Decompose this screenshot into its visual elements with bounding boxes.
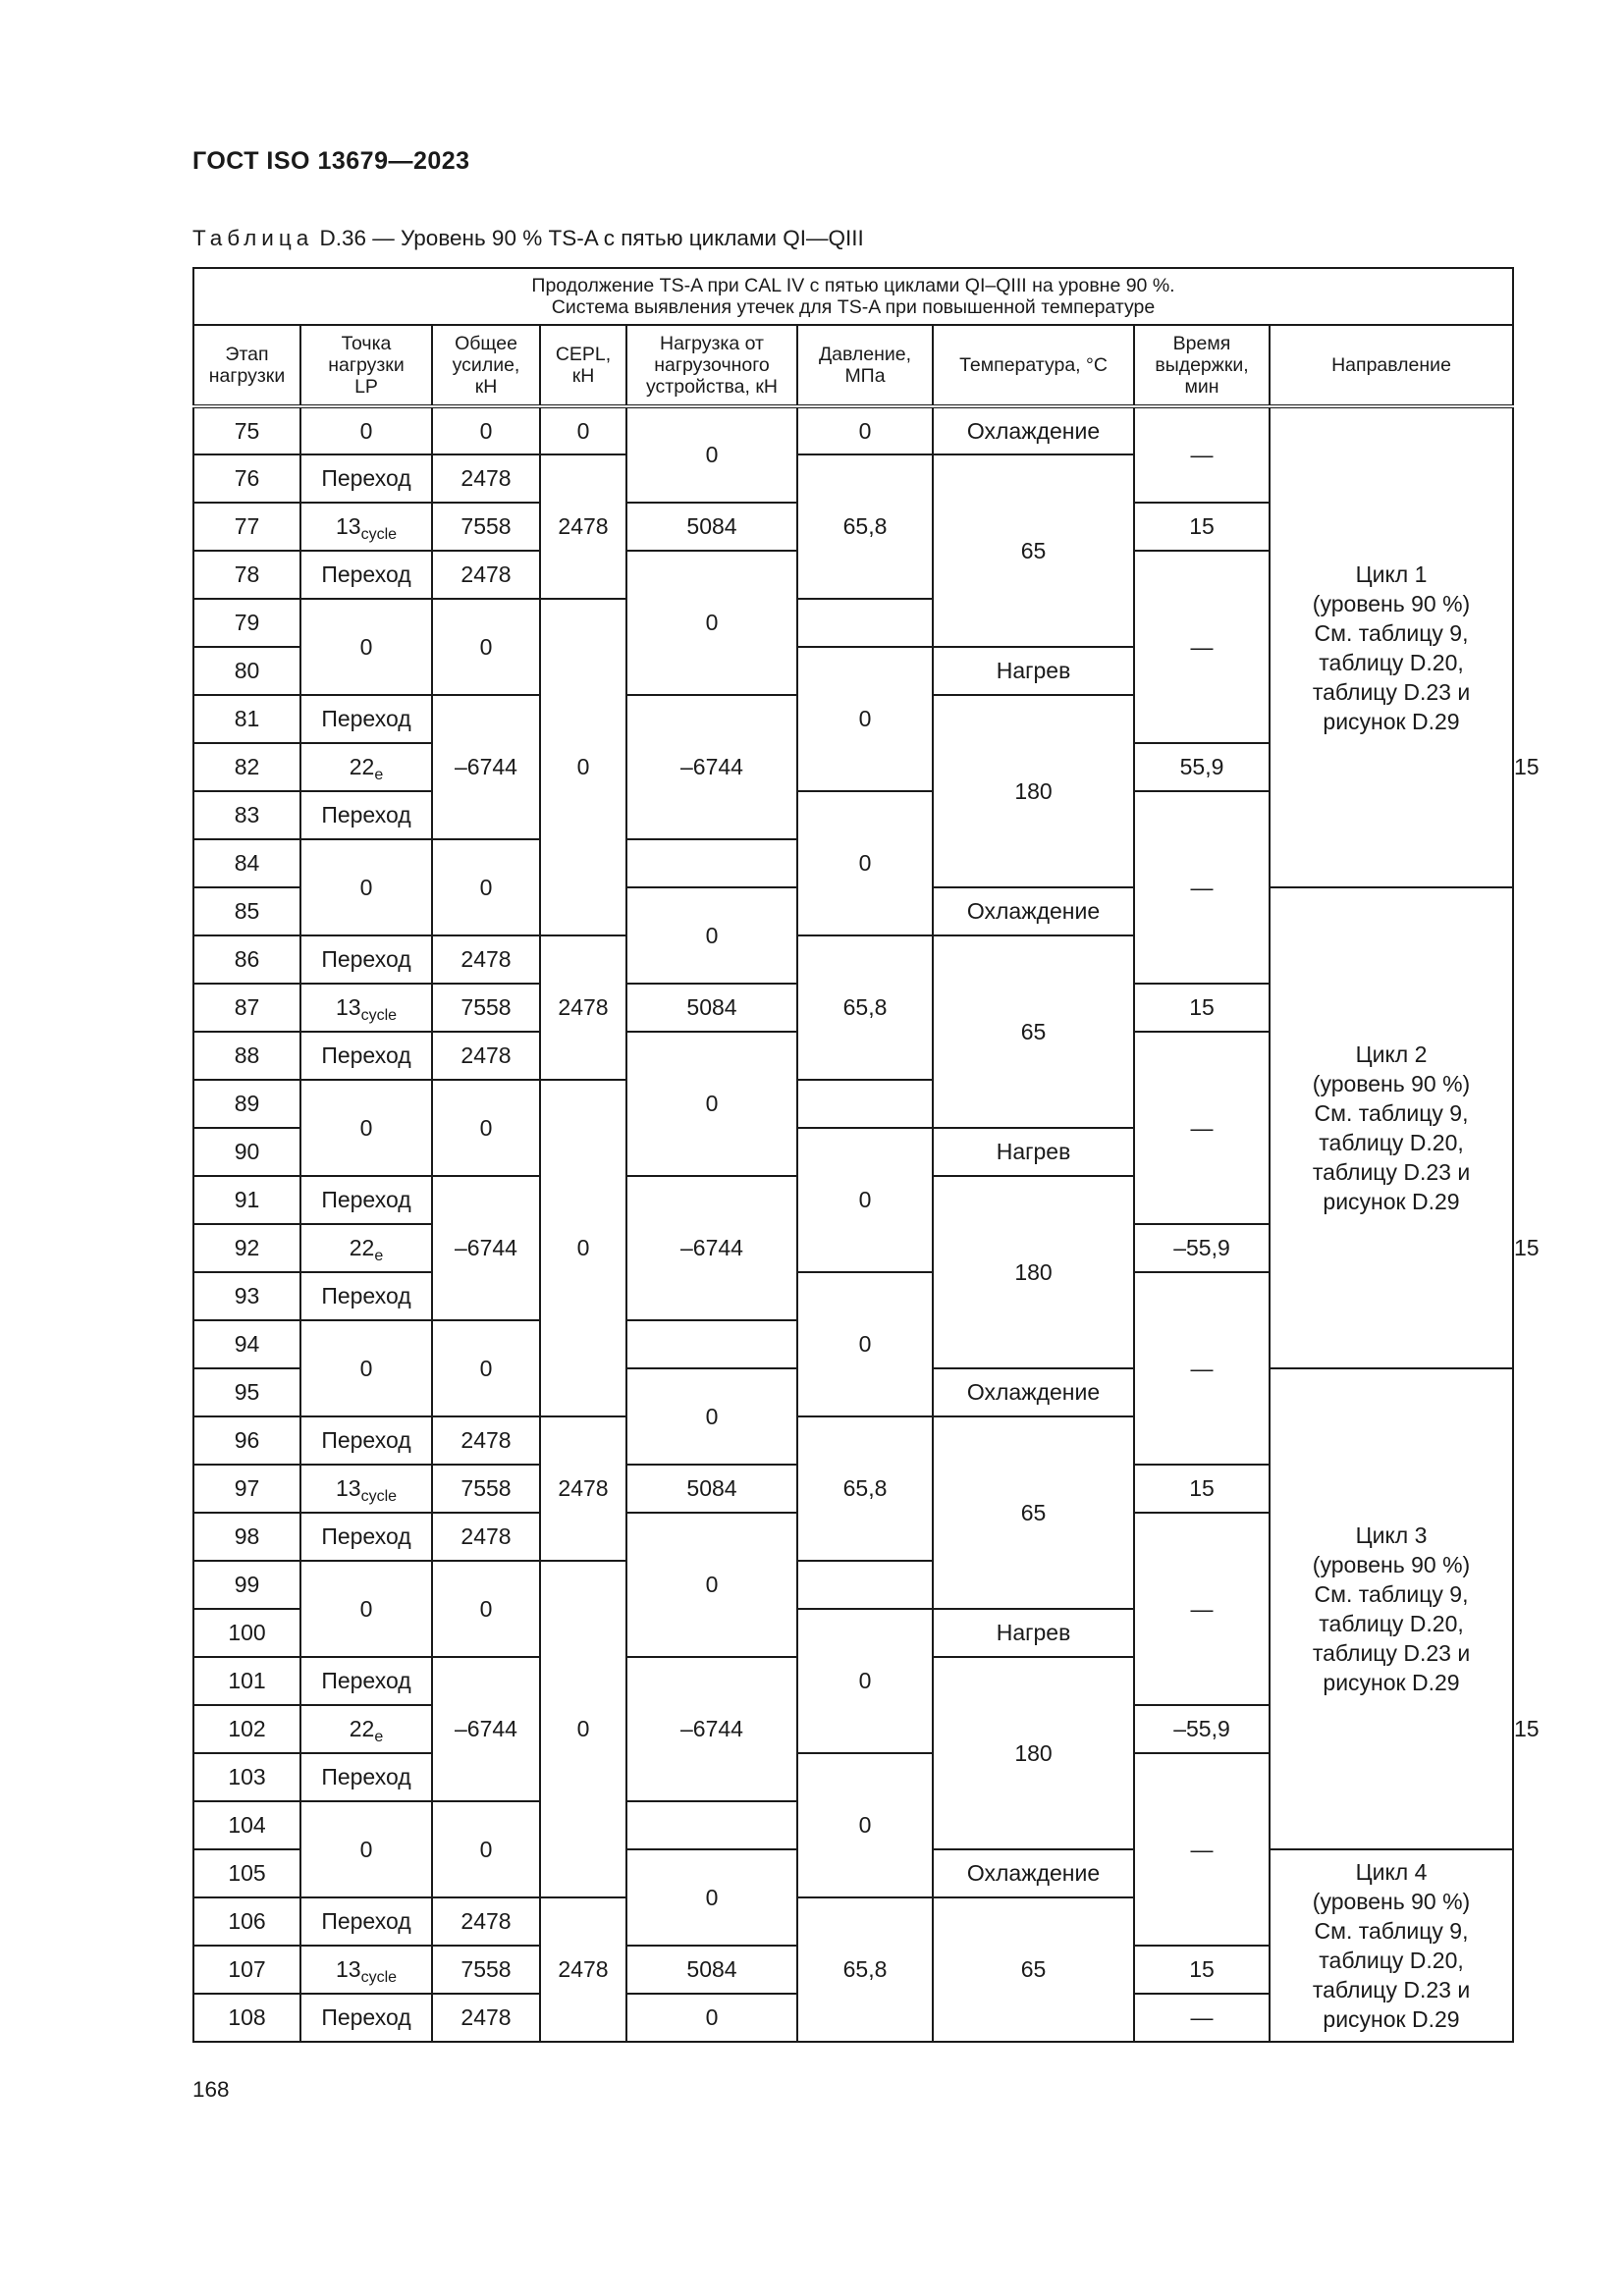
cell-stage: 97 bbox=[193, 1465, 300, 1513]
cell-stage: 88 bbox=[193, 1032, 300, 1080]
cell-total-force: –6744 bbox=[432, 695, 540, 839]
cell-hold-time: 15 bbox=[1134, 1946, 1270, 1994]
cell-device-load: 0 bbox=[626, 551, 797, 695]
cell-total-force: 7558 bbox=[432, 1946, 540, 1994]
cell-hold-time: — bbox=[1134, 1513, 1270, 1705]
cell-total-force: 0 bbox=[432, 1561, 540, 1657]
column-header: Направление bbox=[1270, 325, 1513, 406]
cell-stage: 98 bbox=[193, 1513, 300, 1561]
cell-total-force: 2478 bbox=[432, 1897, 540, 1946]
cell-pressure: –55,9 bbox=[1134, 1224, 1270, 1272]
cell-stage: 101 bbox=[193, 1657, 300, 1705]
column-header: Точка нагрузки LP bbox=[300, 325, 432, 406]
cell-load-point: Переход bbox=[300, 1176, 432, 1224]
cell-total-force: –6744 bbox=[432, 1176, 540, 1320]
cell-temperature: Нагрев bbox=[933, 1128, 1134, 1176]
column-header: CEPL, кН bbox=[540, 325, 626, 406]
cell-stage: 84 bbox=[193, 839, 300, 887]
cell-cepl: 0 bbox=[540, 406, 626, 454]
cell-load-point: Переход bbox=[300, 791, 432, 839]
table-title bbox=[193, 268, 1513, 325]
cell-load-point bbox=[300, 743, 432, 791]
cell-load-point: 0 bbox=[300, 406, 432, 454]
cell-stage: 75 bbox=[193, 406, 300, 454]
cell-value: 22 bbox=[349, 1235, 375, 1260]
cell-pressure: 65,8 bbox=[797, 935, 933, 1080]
table-row: 92 $22_e$ –55,9 15 bbox=[193, 1224, 1513, 1272]
cell-temperature: 180 bbox=[933, 695, 1134, 887]
cell-subscript: e bbox=[374, 767, 384, 783]
cell-load-point: 0 bbox=[300, 1080, 432, 1176]
cell-pressure: 0 bbox=[797, 1272, 933, 1416]
cell-device-load: –6744 bbox=[626, 695, 797, 839]
cell-value: 22 bbox=[349, 754, 375, 779]
cell-temperature: Охлаждение bbox=[933, 1849, 1134, 1897]
cell-direction: Цикл 4 (уровень 90 %) См. таблицу 9, таблицу D.20, таблицу D.23 и рисунок D.29 bbox=[1270, 1849, 1513, 2042]
cell-load-point: Переход bbox=[300, 695, 432, 743]
table-row: 82 $22_e$ 55,9 15 bbox=[193, 743, 1513, 791]
cell-stage: 94 bbox=[193, 1320, 300, 1368]
cell-temperature: 180 bbox=[933, 1176, 1134, 1368]
cell-stage: 106 bbox=[193, 1897, 300, 1946]
cell-subscript: e bbox=[374, 1729, 384, 1745]
table-title-line-2: Система выявления утечек для TS-A при повышенной температуре bbox=[551, 296, 1156, 318]
cell-temperature: Охлаждение bbox=[933, 887, 1134, 935]
cell-load-point: Переход bbox=[300, 935, 432, 984]
cell-stage: 107 bbox=[193, 1946, 300, 1994]
cell-load-point: 0 bbox=[300, 599, 432, 695]
cell-hold-time: 15 bbox=[1134, 1465, 1270, 1513]
cell-temperature: Нагрев bbox=[933, 1609, 1134, 1657]
cell-temperature: 65 bbox=[933, 1897, 1134, 2042]
cell-hold-time: — bbox=[1134, 406, 1270, 503]
cell-stage: 86 bbox=[193, 935, 300, 984]
cell-subscript: cycle bbox=[360, 526, 398, 543]
cell-hold-time: 15 bbox=[1134, 503, 1270, 551]
cell-total-force: 0 bbox=[432, 1080, 540, 1176]
cell-temperature: 65 bbox=[933, 454, 1134, 647]
cell-load-point: Переход bbox=[300, 1513, 432, 1561]
cell-stage: 76 bbox=[193, 454, 300, 503]
cell-stage: 91 bbox=[193, 1176, 300, 1224]
cell-hold-time: — bbox=[1134, 1032, 1270, 1224]
cell-direction: Цикл 3 (уровень 90 %) См. таблицу 9, таблицу D.20, таблицу D.23 и рисунок D.29 bbox=[1270, 1368, 1513, 1849]
cell-pressure: 0 bbox=[797, 791, 933, 935]
table-row bbox=[193, 406, 1513, 454]
cell-total-force: 2478 bbox=[432, 454, 540, 503]
cell-load-point: Переход bbox=[300, 1753, 432, 1801]
cell-subscript: cycle bbox=[360, 1488, 398, 1505]
cell-stage: 83 bbox=[193, 791, 300, 839]
cell-load-point: Переход bbox=[300, 454, 432, 503]
cell-hold-time: — bbox=[1134, 1753, 1270, 1946]
cell-stage: 80 bbox=[193, 647, 300, 695]
cell-load-point bbox=[300, 1465, 432, 1513]
cell-pressure: 55,9 bbox=[1134, 743, 1270, 791]
cell-stage: 104 bbox=[193, 1801, 300, 1849]
cell-load-point bbox=[300, 503, 432, 551]
cell-stage: 82 bbox=[193, 743, 300, 791]
cell-value: 13 bbox=[335, 994, 361, 1020]
cell-load-point bbox=[300, 1705, 432, 1753]
cell-stage: 89 bbox=[193, 1080, 300, 1128]
cell-stage: 95 bbox=[193, 1368, 300, 1416]
cell-temperature: Охлаждение bbox=[933, 1368, 1134, 1416]
cell-cepl: 0 bbox=[540, 599, 626, 935]
cell-total-force: 2478 bbox=[432, 1416, 540, 1465]
cell-device-load: 0 bbox=[626, 1994, 797, 2042]
cell-device-load: 5084 bbox=[626, 1465, 797, 1513]
cell-stage: 90 bbox=[193, 1128, 300, 1176]
cell-load-point bbox=[300, 1224, 432, 1272]
cell-total-force: 2478 bbox=[432, 551, 540, 599]
cell-pressure: 0 bbox=[797, 1609, 933, 1753]
cell-device-load: 5084 bbox=[626, 1946, 797, 1994]
cell-load-point bbox=[300, 984, 432, 1032]
caption-text: D.36 — Уровень 90 % TS-A с пятью циклами QI—QIII bbox=[313, 226, 864, 250]
cell-stage: 99 bbox=[193, 1561, 300, 1609]
cell-device-load: –6744 bbox=[626, 1657, 797, 1801]
cell-stage: 103 bbox=[193, 1753, 300, 1801]
cell-direction: Цикл 2 (уровень 90 %) См. таблицу 9, таблицу D.20, таблицу D.23 и рисунок D.29 bbox=[1270, 887, 1513, 1368]
cell-value: 13 bbox=[335, 1475, 361, 1501]
cell-pressure: –55,9 bbox=[1134, 1705, 1270, 1753]
column-header: Этап нагрузки bbox=[193, 325, 300, 406]
cell-cepl: 0 bbox=[540, 1561, 626, 1897]
cell-hold-time: — bbox=[1134, 1272, 1270, 1465]
cell-stage: 92 bbox=[193, 1224, 300, 1272]
cell-total-force: 7558 bbox=[432, 1465, 540, 1513]
cell-total-force: 0 bbox=[432, 599, 540, 695]
cell-stage: 87 bbox=[193, 984, 300, 1032]
cell-total-force: 0 bbox=[432, 839, 540, 935]
cell-value: 13 bbox=[335, 513, 361, 539]
cell-pressure: 0 bbox=[797, 1128, 933, 1272]
cell-stage: 93 bbox=[193, 1272, 300, 1320]
cell-device-load: 0 bbox=[626, 1513, 797, 1657]
cell-device-load: 0 bbox=[626, 1368, 797, 1465]
cell-value: 13 bbox=[335, 1956, 361, 1982]
cell-subscript: cycle bbox=[360, 1969, 398, 1986]
cell-temperature: Нагрев bbox=[933, 647, 1134, 695]
cell-total-force: 7558 bbox=[432, 984, 540, 1032]
cell-stage: 85 bbox=[193, 887, 300, 935]
cell-total-force: 7558 bbox=[432, 503, 540, 551]
cell-pressure: 0 bbox=[797, 647, 933, 791]
cell-stage: 81 bbox=[193, 695, 300, 743]
cell-stage: 108 bbox=[193, 1994, 300, 2042]
cell-value: 22 bbox=[349, 1716, 375, 1741]
cell-load-point: Переход bbox=[300, 1657, 432, 1705]
cell-total-force: 2478 bbox=[432, 935, 540, 984]
cell-total-force: 0 bbox=[432, 1320, 540, 1416]
cell-hold-time: — bbox=[1134, 1994, 1270, 2042]
cell-load-point: 0 bbox=[300, 1801, 432, 1897]
cell-stage: 105 bbox=[193, 1849, 300, 1897]
cell-subscript: cycle bbox=[360, 1007, 398, 1024]
cell-temperature: 65 bbox=[933, 1416, 1134, 1609]
caption-label: Таблица bbox=[192, 226, 314, 250]
data-table bbox=[192, 267, 1540, 2043]
page-number: 168 bbox=[192, 2077, 230, 2102]
cell-pressure: 65,8 bbox=[797, 1416, 933, 1561]
cell-stage: 78 bbox=[193, 551, 300, 599]
column-header: Общее усилие, кН bbox=[432, 325, 540, 406]
cell-total-force: 2478 bbox=[432, 1994, 540, 2042]
cell-load-point: Переход bbox=[300, 1897, 432, 1946]
cell-device-load: 0 bbox=[626, 1849, 797, 1946]
cell-load-point: Переход bbox=[300, 1416, 432, 1465]
cell-pressure: 0 bbox=[797, 1753, 933, 1897]
cell-hold-time: — bbox=[1134, 551, 1270, 743]
cell-cepl: 0 bbox=[540, 1080, 626, 1416]
cell-pressure: 65,8 bbox=[797, 1897, 933, 2042]
cell-device-load: 5084 bbox=[626, 503, 797, 551]
cell-load-point: Переход bbox=[300, 1032, 432, 1080]
column-header: Давление, МПа bbox=[797, 325, 933, 406]
cell-total-force: –6744 bbox=[432, 1657, 540, 1801]
column-header: Температура, °C bbox=[933, 325, 1134, 406]
column-header: Время выдержки, мин bbox=[1134, 325, 1270, 406]
cell-load-point bbox=[300, 1946, 432, 1994]
cell-device-load: 0 bbox=[626, 406, 797, 503]
cell-cepl: 2478 bbox=[540, 935, 626, 1080]
cell-hold-time: 15 bbox=[1134, 984, 1270, 1032]
cell-total-force: 2478 bbox=[432, 1513, 540, 1561]
cell-cepl: 2478 bbox=[540, 1416, 626, 1561]
cell-device-load: 0 bbox=[626, 887, 797, 984]
cell-stage: 96 bbox=[193, 1416, 300, 1465]
cell-temperature: 180 bbox=[933, 1657, 1134, 1849]
cell-device-load: 5084 bbox=[626, 984, 797, 1032]
cell-load-point: 0 bbox=[300, 839, 432, 935]
cell-subscript: e bbox=[374, 1248, 384, 1264]
cell-hold-time: — bbox=[1134, 791, 1270, 984]
cell-load-point: Переход bbox=[300, 1994, 432, 2042]
cell-cepl: 2478 bbox=[540, 454, 626, 599]
cell-load-point: 0 bbox=[300, 1561, 432, 1657]
cell-temperature: 65 bbox=[933, 935, 1134, 1128]
cell-cepl: 2478 bbox=[540, 1897, 626, 2042]
cell-load-point: 0 bbox=[300, 1320, 432, 1416]
cell-stage: 100 bbox=[193, 1609, 300, 1657]
cell-device-load: 0 bbox=[626, 1032, 797, 1176]
cell-pressure: 65,8 bbox=[797, 454, 933, 599]
table-row: 102 $22_e$ –55,9 15 bbox=[193, 1705, 1513, 1753]
cell-total-force: 2478 bbox=[432, 1032, 540, 1080]
cell-temperature: Охлаждение bbox=[933, 406, 1134, 454]
document-header: ГОСТ ISO 13679—2023 bbox=[192, 147, 470, 175]
cell-stage: 77 bbox=[193, 503, 300, 551]
cell-stage: 102 bbox=[193, 1705, 300, 1753]
table-title-line-1: Продолжение TS-A при CAL IV с пятью циклами QI–QIII на уровне 90 %. bbox=[531, 275, 1175, 296]
cell-total-force: 0 bbox=[432, 406, 540, 454]
cell-load-point: Переход bbox=[300, 551, 432, 599]
column-header: Нагрузка от нагрузочного устройства, кН bbox=[626, 325, 797, 406]
table-caption bbox=[192, 226, 864, 251]
cell-pressure: 0 bbox=[797, 406, 933, 454]
cell-stage: 79 bbox=[193, 599, 300, 647]
cell-direction: Цикл 1 (уровень 90 %) См. таблицу 9, таблицу D.20, таблицу D.23 и рисунок D.29 bbox=[1270, 406, 1513, 887]
cell-device-load: –6744 bbox=[626, 1176, 797, 1320]
cell-load-point: Переход bbox=[300, 1272, 432, 1320]
cell-total-force: 0 bbox=[432, 1801, 540, 1897]
